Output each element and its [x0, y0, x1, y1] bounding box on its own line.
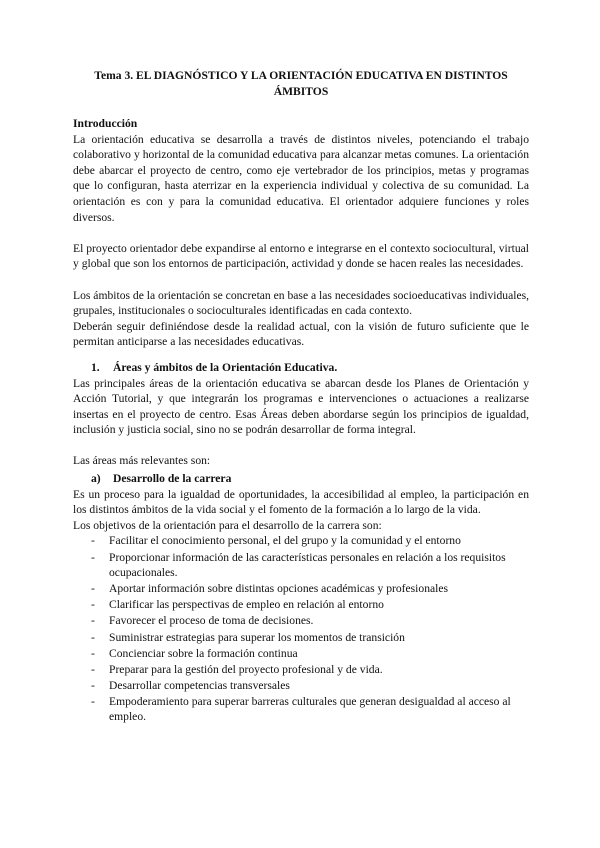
list-item [73, 550, 529, 581]
list-item-text: Proporcionar información de las características personales en relación a los requisitos ocupacionales. [109, 550, 506, 580]
dash-bullet: - [91, 550, 95, 564]
list-item [73, 613, 529, 629]
paragraph-gap [73, 272, 529, 288]
list-item-text: Concienciar sobre la formación continua [109, 646, 298, 660]
dash-bullet: - [91, 678, 95, 692]
list-item-text: Desarrollar competencias transversales [109, 678, 290, 692]
intro-paragraph: Deberán seguir definiéndose desde la realidad actual, con la visión de futuro suficiente que le permitan anticiparse a las necesidades educativas. [73, 319, 529, 349]
dash-bullet: - [91, 630, 95, 644]
intro-paragraph: Los ámbitos de la orientación se concretan en base a las necesidades socioeducativas individuales, grupales, institucionales o socioculturales identificadas en cada contexto. [73, 288, 529, 318]
list-item [73, 678, 529, 694]
list-item-text: Favorecer el proceso de toma de decisiones. [109, 614, 314, 628]
dash-bullet: - [91, 598, 95, 612]
list-item [73, 630, 529, 646]
list-item [73, 597, 529, 613]
objectives-list [73, 533, 529, 725]
section-1-lead: Las áreas más relevantes son: [73, 454, 211, 468]
intro-paragraph: El proyecto orientador debe expandirse al entorno e integrarse en el contexto sociocultural, virtual y global que son los entornos de participación, actividad y donde se hacen reales las necesidades. [73, 241, 529, 271]
section-1-heading [91, 360, 529, 376]
dash-bullet: - [91, 646, 95, 660]
list-item [73, 581, 529, 597]
document-page [73, 68, 529, 726]
dash-bullet: - [91, 662, 95, 676]
section-1-number: 1. [91, 360, 100, 374]
dash-bullet: - [91, 614, 95, 628]
list-item [73, 694, 529, 725]
list-item-text: Clarificar las perspectivas de empleo en relación al entorno [109, 598, 384, 612]
section-1-title: Áreas y ámbitos de la Orientación Educativa. [113, 360, 338, 374]
list-item [73, 662, 529, 678]
subsection-a-paragraph: Es un proceso para la igualdad de oportunidades, la accesibilidad al empleo, la participación en los distintos ámbitos de la vida social y el fomento de la formación a lo largo de la vida. [73, 487, 529, 517]
document-title: Tema 3. EL DIAGNÓSTICO Y LA ORIENTACIÓN EDUCATIVA EN DISTINTOS ÁMBITOS [94, 69, 508, 98]
subsection-a-heading [91, 471, 529, 487]
list-item-text: Suministrar estrategias para superar los momentos de transición [109, 630, 405, 644]
dash-bullet: - [91, 582, 95, 596]
list-item-text: Empoderamiento para superar barreras culturales que generan desigualdad al acceso al empleo. [109, 694, 511, 724]
subsection-a-title: Desarrollo de la carrera [113, 472, 232, 486]
list-item [73, 646, 529, 662]
list-item [73, 533, 529, 549]
subsection-a-lead: Los objetivos de la orientación para el desarrollo de la carrera son: [73, 518, 382, 532]
paragraph-gap [73, 225, 529, 241]
subsection-a-label: a) [91, 472, 101, 486]
list-item-text: Aportar información sobre distintas opciones académicas y profesionales [109, 582, 449, 596]
list-item-text: Facilitar el conocimiento personal, el del grupo y la comunidad y el entorno [109, 534, 461, 548]
section-1-paragraph: Las principales áreas de la orientación educativa se abarcan desde los Planes de Orientación y Acción Tutorial, y que integrarán los programas e intervenciones o actuaciones a realizarse insertas en el proyecto de centro. Esas Áreas deben abordarse según los principios de igualdad, inclusión y justicia social, sino no se podrán desarrollar de forma integral. [73, 376, 529, 437]
paragraph-gap [73, 438, 529, 454]
list-item-text: Preparar para la gestión del proyecto profesional y de vida. [109, 662, 383, 676]
intro-heading: Introducción [73, 117, 138, 130]
dash-bullet: - [91, 694, 95, 708]
intro-paragraph: La orientación educativa se desarrolla a través de distintos niveles, potenciando el trabajo colaborativo y horizontal de la comunidad educativa para alcanzar metas comunes. La orientación debe abarcar el proyecto de centro, como eje vertebrador de los principios, metas y programas que lo configuran, hasta aterrizar en la experiencia individual y colectiva de su comunidad. La orientación es con y para la comunidad educativa. El orientador adquiere funciones y roles diversos. [73, 132, 529, 224]
dash-bullet: - [91, 534, 95, 548]
